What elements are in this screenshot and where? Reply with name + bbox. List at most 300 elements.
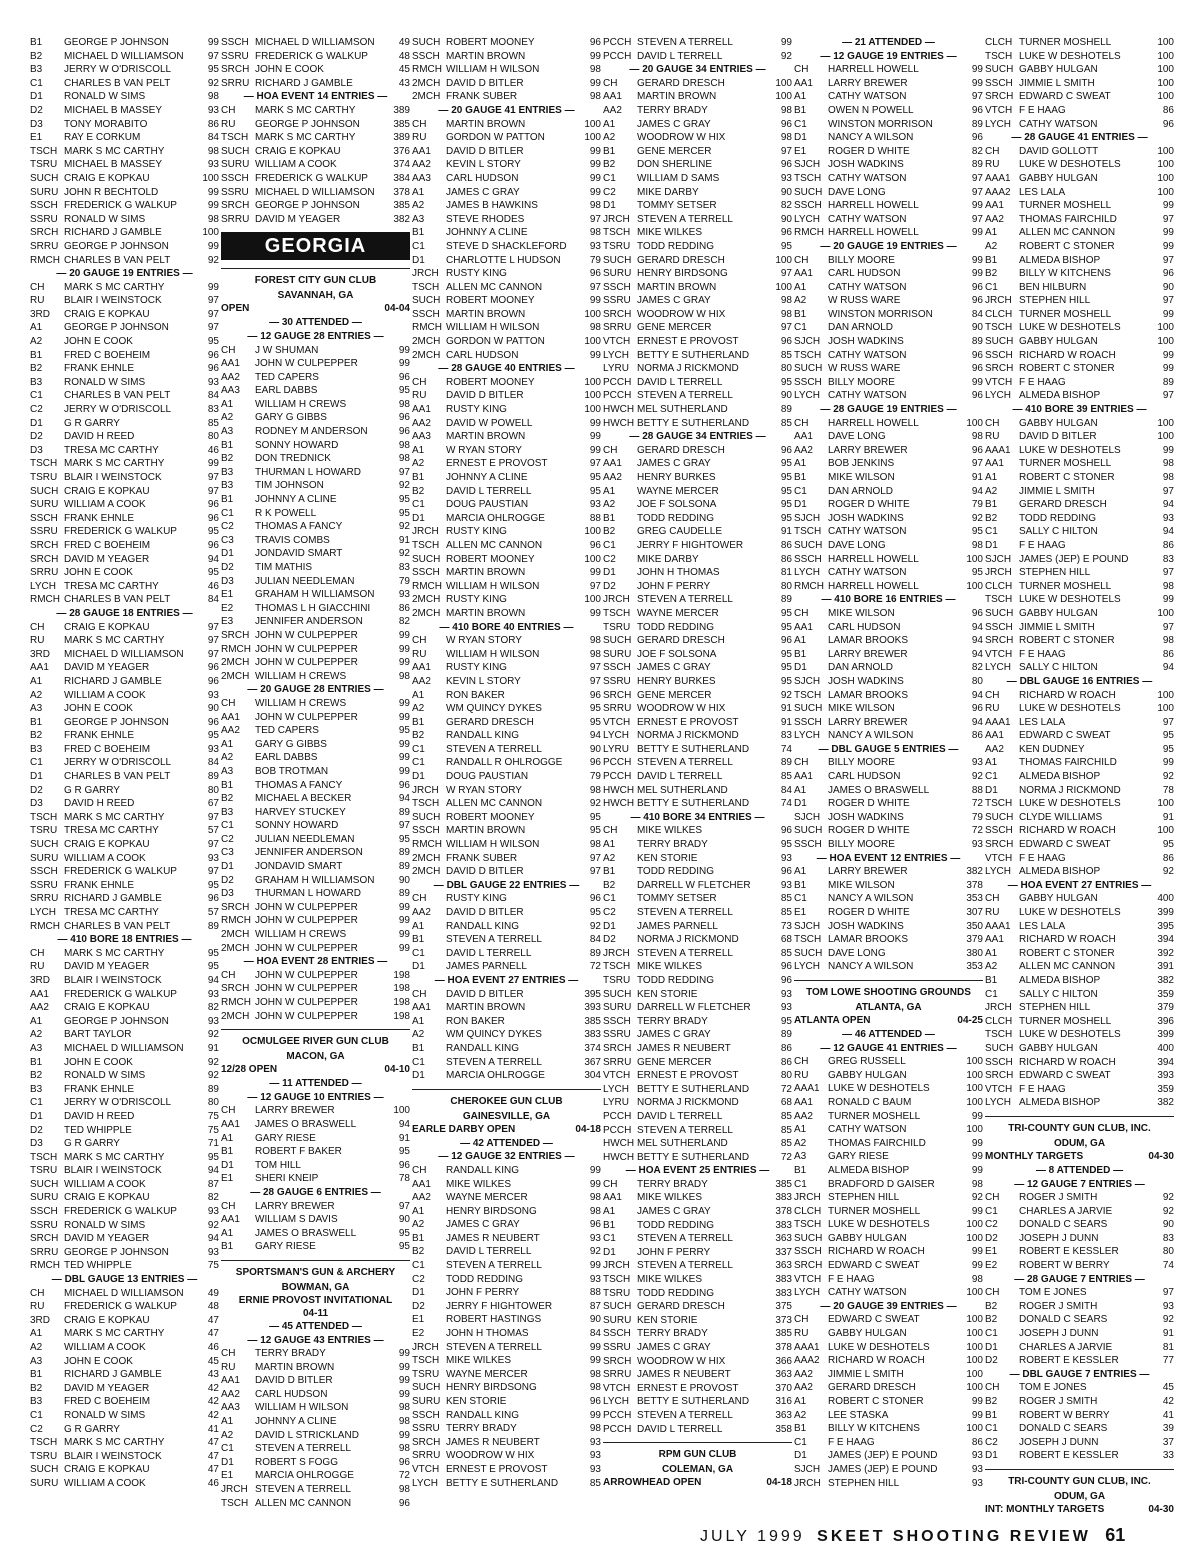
- result-row: [985, 1436, 1174, 1450]
- class-label: RMCH: [794, 227, 824, 239]
- class-label: D1: [412, 512, 425, 524]
- score: 100: [584, 308, 601, 320]
- score: 98: [398, 439, 410, 451]
- score: 383: [775, 1219, 792, 1231]
- score: 374: [584, 1042, 601, 1054]
- shooter-name: WILLIAM H WILSON: [446, 580, 540, 592]
- result-row: [412, 1001, 601, 1015]
- result-row: [30, 90, 219, 104]
- score: 95: [398, 1146, 410, 1158]
- shooter-name: TONY MORABITO: [64, 118, 148, 130]
- class-label: CH: [412, 118, 427, 130]
- score: 100: [1157, 689, 1174, 701]
- shooter-name: JOHNNY A CLINE: [446, 227, 528, 239]
- score: 84: [780, 784, 792, 796]
- score: 96: [780, 825, 792, 837]
- result-row: [603, 294, 792, 308]
- score: 93: [780, 879, 792, 891]
- shooter-name: MEL SUTHERLAND: [637, 404, 728, 416]
- score: 100: [1157, 50, 1174, 62]
- shooter-name: WILLIAM H WILSON: [446, 648, 540, 660]
- shooter-name: RANDALL KING: [446, 920, 519, 932]
- score: 97: [207, 635, 219, 647]
- score: 98: [398, 670, 410, 682]
- score: 84: [207, 132, 219, 144]
- result-row: [985, 689, 1174, 703]
- class-label: LYCH: [794, 961, 820, 973]
- score: 45: [398, 64, 410, 76]
- score: 93: [207, 376, 219, 388]
- shooter-name: G R GARRY: [64, 1138, 120, 1150]
- result-row: [30, 281, 219, 295]
- score: 98: [398, 453, 410, 465]
- result-row: [30, 1395, 219, 1409]
- class-label: AA2: [794, 1382, 813, 1394]
- result-row: [221, 887, 410, 901]
- score: 100: [775, 91, 792, 103]
- result-row: [221, 779, 410, 793]
- score: 316: [775, 1396, 792, 1408]
- result-row: [985, 566, 1174, 580]
- result-row: [412, 254, 601, 268]
- class-label: CH: [603, 1178, 618, 1190]
- shooter-name: RONALD W SIMS: [64, 1219, 146, 1231]
- class-label: B1: [985, 254, 998, 266]
- class-label: SUCH: [603, 254, 632, 266]
- result-row: [30, 1409, 219, 1423]
- class-label: B1: [221, 494, 234, 506]
- class-label: AA2: [794, 1368, 813, 1380]
- result-row: [221, 425, 410, 439]
- result-row: [603, 634, 792, 648]
- score: 97: [589, 458, 601, 470]
- club-subtitle: ODUM, GA: [1053, 1490, 1106, 1502]
- class-label: SUCH: [221, 145, 250, 157]
- class-label: AA1: [985, 934, 1004, 946]
- shooter-name: JAMES O BRASWELL: [828, 784, 930, 796]
- class-label: SSCH: [30, 512, 58, 524]
- class-label: B2: [412, 1246, 425, 1258]
- shoot-event-line: [985, 1503, 1174, 1516]
- result-row: [221, 1200, 410, 1214]
- result-row: [30, 784, 219, 798]
- score: 72: [971, 798, 983, 810]
- class-label: C2: [603, 553, 616, 565]
- shooter-name: RICHARD J GAMBLE: [255, 77, 353, 89]
- class-label: TSRU: [30, 825, 58, 837]
- shooter-name: GENE MERCER: [637, 322, 712, 334]
- shooter-name: RICHARD W ROACH: [828, 1246, 925, 1258]
- class-label: D2: [412, 1300, 425, 1312]
- class-label: C1: [603, 893, 616, 905]
- score: 96: [589, 37, 601, 48]
- shooter-name: ROBERT MOONEY: [446, 37, 535, 48]
- class-label: D3: [30, 1138, 43, 1150]
- class-label: A2: [985, 485, 998, 497]
- result-row: [412, 403, 601, 417]
- class-label: TSCH: [794, 349, 822, 361]
- shooter-name: DAVID M YEAGER: [255, 213, 341, 225]
- class-label: RU: [412, 648, 427, 660]
- class-label: VTCH: [603, 1382, 631, 1394]
- class-label: TSCH: [30, 1437, 58, 1449]
- result-row: [794, 199, 983, 213]
- club-subtitle: GAINESVILLE, GA: [462, 1110, 551, 1122]
- shooter-name: JOHN W CULPEPPER: [255, 942, 358, 954]
- shooter-name: CRAIG E KOPKAU: [64, 172, 150, 184]
- shoot-event-line: [985, 1150, 1174, 1164]
- shooter-name: DAVID D BITLER: [255, 1375, 333, 1387]
- result-row: [30, 1110, 219, 1124]
- shooter-name: MARK S MC CARTHY: [64, 947, 165, 959]
- class-label: SRRU: [221, 213, 250, 225]
- shooter-name: CRAIG E KOPKAU: [64, 1464, 150, 1476]
- score: 378: [775, 1342, 792, 1353]
- result-row: [412, 1300, 601, 1314]
- score: 92: [207, 254, 219, 266]
- class-label: VTCH: [985, 104, 1013, 116]
- result-row: [985, 254, 1174, 268]
- result-row: [30, 1096, 219, 1110]
- shooter-name: CRAIG E KOPKAU: [64, 1002, 150, 1014]
- result-row: [221, 575, 410, 589]
- class-label: TSCH: [412, 281, 440, 293]
- result-row: [30, 254, 219, 268]
- shooter-name: ROBERT C STONER: [1019, 472, 1115, 483]
- score: 78: [398, 1173, 410, 1185]
- result-row: [603, 226, 792, 240]
- shooter-name: LES LALA: [1019, 920, 1066, 932]
- shooter-name: JOHN W CULPEPPER: [255, 1010, 358, 1022]
- class-label: AA2: [985, 213, 1004, 225]
- class-label: SUCH: [794, 703, 823, 715]
- result-row: [603, 1056, 792, 1070]
- result-row: [794, 947, 983, 961]
- score: 96: [971, 281, 983, 293]
- class-label: JRCH: [794, 1477, 821, 1489]
- class-label: TSRU: [603, 621, 631, 633]
- shooter-name: TURNER MOSHELL: [1019, 1015, 1112, 1027]
- result-row: [985, 1409, 1174, 1423]
- score: 363: [775, 1260, 792, 1272]
- result-row: [221, 172, 410, 186]
- shooter-name: STEVEN A TERRELL: [637, 213, 733, 225]
- shooter-name: TERRY BRADY: [637, 1015, 708, 1027]
- shooter-name: JENNIFER ANDERSON: [255, 847, 363, 859]
- class-label: D2: [603, 580, 616, 592]
- shooter-name: DAVID L TERRELL: [446, 947, 532, 959]
- class-label: D3: [30, 118, 43, 130]
- class-label: B1: [794, 472, 807, 483]
- score: 99: [971, 1164, 983, 1176]
- shooter-name: RUSTY KING: [446, 594, 507, 606]
- result-row: [794, 729, 983, 743]
- shoot-date: 04-18: [766, 1477, 792, 1489]
- shooter-name: ROBERT MOONEY: [446, 811, 535, 823]
- result-row: [985, 852, 1174, 866]
- shooter-name: TERRY BRADY: [637, 1178, 708, 1190]
- class-label: SSCH: [412, 567, 440, 579]
- result-row: [985, 756, 1174, 770]
- class-label: C2: [603, 186, 616, 198]
- shooter-name: JOHN R BECHTOLD: [64, 186, 159, 198]
- result-row: [412, 580, 601, 594]
- score: 95: [1162, 839, 1174, 851]
- result-row: [412, 947, 601, 961]
- result-row: [985, 417, 1174, 431]
- shooter-name: JIMMIE L SMITH: [1019, 621, 1095, 633]
- shooter-name: TODD REDDING: [637, 974, 715, 986]
- class-label: LYCH: [603, 730, 629, 742]
- class-label: A2: [412, 1029, 425, 1041]
- shooter-name: JOHN W CULPEPPER: [255, 358, 358, 370]
- result-row: [603, 906, 792, 920]
- result-row: [985, 1341, 1174, 1355]
- result-row: [30, 852, 219, 866]
- shoot-name: INT: MONTHLY TARGETS: [985, 1503, 1105, 1515]
- score: 98: [398, 398, 410, 410]
- shooter-name: JAMES C GRAY: [637, 295, 711, 307]
- result-row: [985, 90, 1174, 104]
- score: 95: [398, 385, 410, 397]
- result-row: [30, 1300, 219, 1314]
- class-label: A2: [412, 458, 425, 470]
- shooter-name: JAMES PARNELL: [637, 920, 718, 932]
- result-row: [794, 539, 983, 553]
- class-label: C1: [794, 322, 807, 334]
- result-row: [30, 566, 219, 580]
- class-label: D1: [30, 417, 43, 429]
- score: 95: [780, 675, 792, 687]
- score: 382: [966, 866, 983, 878]
- result-row: [603, 335, 792, 349]
- result-row: [985, 729, 1174, 743]
- class-label: SSCH: [603, 1015, 631, 1027]
- shooter-name: CRAIG E KOPKAU: [64, 839, 150, 851]
- shooter-name: FRED C BOEHEIM: [64, 349, 151, 361]
- score: 373: [775, 1314, 792, 1326]
- score: 100: [584, 526, 601, 538]
- result-row: [794, 566, 983, 580]
- score: 98: [1162, 458, 1174, 470]
- class-label: SSRU: [221, 186, 249, 198]
- shooter-name: BETTY E SUTHERLAND: [637, 743, 750, 755]
- result-row: [603, 376, 792, 390]
- shooter-name: GABBY HULGAN: [1019, 417, 1098, 429]
- shooter-name: LARRY BREWER: [828, 444, 908, 456]
- result-row: [985, 1354, 1174, 1368]
- shooter-name: WILLIAM H CREWS: [255, 670, 347, 682]
- class-label: A1: [30, 322, 43, 334]
- result-row: [221, 50, 410, 64]
- class-label: AAA1: [985, 444, 1011, 456]
- class-label: AA1: [221, 1214, 240, 1226]
- result-row: [985, 716, 1174, 730]
- score: 85: [780, 947, 792, 959]
- score: 99: [971, 200, 983, 212]
- score: 383: [775, 1274, 792, 1286]
- score: 99: [589, 349, 601, 361]
- result-row: [412, 1028, 601, 1042]
- result-row: [794, 376, 983, 390]
- shooter-name: WILLIAM A COOK: [64, 689, 146, 701]
- shooter-name: TERRY BRADY: [255, 1348, 326, 1360]
- score: 71: [207, 1138, 219, 1150]
- shooter-name: GERARD DRESCH: [637, 1301, 725, 1313]
- score: 98: [1162, 472, 1174, 483]
- shooter-name: WILLIAM H WILSON: [446, 839, 540, 851]
- result-row: [30, 1042, 219, 1056]
- result-row: [221, 615, 410, 629]
- class-label: SUCH: [794, 186, 823, 198]
- result-row: [412, 335, 601, 349]
- result-row: [794, 770, 983, 784]
- score: 89: [780, 404, 792, 416]
- shooter-name: STEVEN A TERRELL: [637, 1260, 733, 1272]
- shooter-name: FREDERICK G WALKUP: [64, 526, 177, 538]
- score: 94: [971, 689, 983, 701]
- shooter-name: ALLEN MC CANNON: [446, 539, 543, 551]
- shooter-name: F E HAAG: [1019, 104, 1066, 116]
- score: 100: [966, 1287, 983, 1299]
- score: 93: [207, 1206, 219, 1218]
- result-row: [794, 362, 983, 376]
- shooter-name: TRESA MC CARTHY: [64, 580, 159, 592]
- class-label: RMCH: [412, 322, 442, 334]
- score: 97: [207, 485, 219, 497]
- class-label: SRCH: [30, 227, 59, 239]
- score: 83: [207, 404, 219, 416]
- shooter-name: RICHARD W ROACH: [1019, 349, 1116, 361]
- score: 84: [207, 594, 219, 606]
- score: 99: [398, 344, 410, 356]
- result-row: [794, 879, 983, 893]
- class-label: SUCH: [30, 485, 59, 497]
- shooter-name: LUKE W DESHOTELS: [1019, 703, 1121, 715]
- result-row: [30, 145, 219, 159]
- class-label: C1: [603, 1233, 616, 1245]
- result-row: [221, 466, 410, 480]
- score: 385: [584, 1015, 601, 1027]
- shooter-name: DAVID GOLLOTT: [1019, 145, 1099, 157]
- score: 89: [398, 847, 410, 859]
- score: 90: [780, 186, 792, 198]
- result-row: [794, 1422, 983, 1436]
- result-row: [30, 213, 219, 227]
- shooter-name: TOM HILL: [255, 1159, 301, 1171]
- result-row: [221, 996, 410, 1010]
- shooter-name: DAVID L TERRELL: [637, 50, 723, 62]
- class-label: B1: [985, 974, 998, 986]
- class-label: B3: [30, 743, 43, 755]
- score: 95: [398, 833, 410, 845]
- class-label: D2: [985, 1232, 998, 1244]
- result-row: [985, 607, 1174, 621]
- shooter-name: STEPHEN HILL: [828, 1192, 900, 1204]
- class-label: C1: [985, 281, 998, 293]
- result-row: [412, 50, 601, 64]
- result-row: [794, 1327, 983, 1341]
- shooter-name: TERRY BRADY: [446, 1423, 517, 1435]
- score: 100: [1157, 336, 1174, 348]
- event-heading: — 12 GAUGE 43 ENTRIES —: [247, 1334, 384, 1346]
- class-label: C1: [603, 539, 616, 551]
- score: 97: [589, 852, 601, 864]
- shooter-name: MIKE WILSON: [828, 703, 895, 715]
- score: 90: [398, 1214, 410, 1226]
- score: 100: [584, 594, 601, 606]
- score: 42: [1162, 1396, 1174, 1407]
- class-label: RMCH: [412, 839, 442, 851]
- result-row: [603, 729, 792, 743]
- result-row: [412, 308, 601, 322]
- result-row: [221, 507, 410, 521]
- result-row: [794, 525, 983, 539]
- shooter-name: GERARD DRESCH: [828, 1382, 916, 1394]
- result-row: [603, 879, 792, 893]
- result-row: [985, 158, 1174, 172]
- shooter-name: JOHN E COOK: [64, 703, 133, 715]
- class-label: TSRU: [30, 472, 58, 483]
- class-label: AA1: [221, 1375, 240, 1387]
- class-label: JRCH: [412, 1341, 439, 1353]
- shooter-name: JOHN W CULPEPPER: [255, 711, 358, 723]
- shooter-name: DAVID L STRICKLAND: [255, 1429, 359, 1441]
- score: 93: [780, 172, 792, 184]
- score: 75: [207, 1260, 219, 1272]
- class-label: D1: [221, 1456, 234, 1468]
- class-label: SSCH: [794, 1246, 822, 1258]
- shooter-name: BART TAYLOR: [64, 1029, 132, 1041]
- class-label: SURU: [30, 852, 59, 864]
- shooter-name: HARRELL HOWELL: [828, 227, 919, 239]
- class-label: SUCH: [30, 172, 59, 184]
- class-label: CLCH: [985, 1015, 1013, 1027]
- shooter-name: ROGER D WHITE: [828, 499, 910, 511]
- score: 99: [398, 1348, 410, 1360]
- class-label: TSCH: [985, 322, 1013, 334]
- score: 376: [393, 145, 410, 157]
- class-label: SSCH: [412, 1409, 440, 1421]
- class-label: JRCH: [985, 567, 1012, 579]
- shooter-name: FRANK SUBER: [446, 91, 518, 103]
- club-name: TRI-COUNTY GUN CLUB, INC.: [985, 1469, 1174, 1488]
- class-label: TSRU: [30, 1450, 58, 1462]
- score: 97: [1162, 213, 1174, 225]
- class-label: D1: [221, 1159, 234, 1171]
- score: 80: [207, 784, 219, 796]
- shooter-name: ALLEN MC CANNON: [1019, 227, 1116, 239]
- shooter-name: LEE STASKA: [828, 1409, 889, 1421]
- shooter-name: ROBERT F BAKER: [255, 1146, 342, 1158]
- score: 49: [207, 1287, 219, 1299]
- shooter-name: JOHN H THOMAS: [446, 1328, 529, 1340]
- score: 82: [398, 616, 410, 628]
- class-label: A2: [221, 1429, 234, 1441]
- shooter-name: GARY RIESE: [828, 1151, 889, 1163]
- shooter-name: CRAIG E KOPKAU: [64, 308, 150, 320]
- score: 304: [584, 1070, 601, 1082]
- score: 79: [971, 811, 983, 823]
- result-row: [603, 974, 792, 988]
- result-row: [794, 1395, 983, 1409]
- class-label: C1: [30, 757, 43, 769]
- result-row: [412, 892, 601, 906]
- shooter-name: WAYNE MERCER: [637, 485, 719, 497]
- shooter-name: GEORGE P JOHNSON: [64, 37, 169, 48]
- class-label: A1: [603, 118, 616, 130]
- score: 96: [589, 893, 601, 905]
